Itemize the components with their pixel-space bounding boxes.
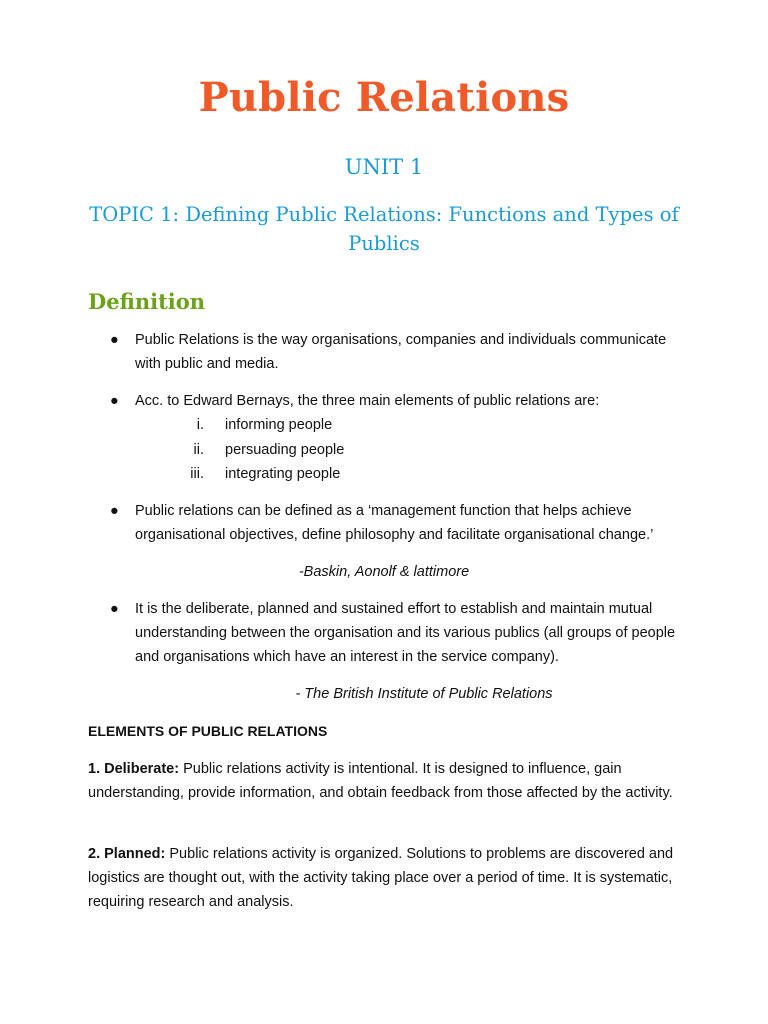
- list-item: [172, 438, 572, 463]
- list-item: [172, 413, 572, 438]
- list-item-label: informing people: [225, 417, 333, 433]
- bullet-dot: ●: [110, 393, 119, 409]
- page-title: Public Relations: [198, 74, 570, 121]
- definition-bullet-4: [110, 597, 680, 669]
- unit-heading: UNIT 1: [344, 155, 424, 179]
- bullet-text: Public relations can be defined as a ‘management function that helps achieve organisational objectives, define philosophy and facilitate organisational change.’: [135, 503, 654, 543]
- elements-heading: ELEMENTS OF PUBLIC RELATIONS: [88, 723, 328, 739]
- bullet-text: Acc. to Edward Bernays, the three main elements of public relations are:: [135, 393, 600, 409]
- bullet-text: Public Relations is the way organisations, companies and individuals communicate with public and media.: [135, 332, 667, 372]
- list-item: [172, 462, 572, 487]
- list-item-number: iii.: [190, 466, 204, 482]
- element-paragraph-planned: [88, 842, 678, 914]
- definition-heading: Definition: [88, 289, 206, 314]
- element-description: Public relations activity is organized. Solutions to problems are discovered and logistics are thought out, with the activity taking place over a period of time. It is systematic, requiring research and analysis.: [88, 846, 674, 910]
- bullet-dot: ●: [110, 503, 119, 519]
- definition-bullet-2: [110, 389, 680, 413]
- bullet-dot: ●: [110, 601, 119, 617]
- elements-list: [172, 413, 572, 487]
- list-item-label: persuading people: [225, 441, 345, 458]
- element-paragraph-deliberate: [88, 757, 678, 805]
- attribution-bipr: - The British Institute of Public Relations: [295, 686, 553, 702]
- element-term: 1. Deliberate:: [88, 761, 180, 777]
- list-item-label: integrating people: [225, 466, 341, 482]
- element-term: 2. Planned:: [88, 846, 166, 862]
- list-item-number: ii.: [193, 441, 204, 458]
- definition-bullet-3: [110, 499, 680, 547]
- list-item-number: i.: [196, 417, 204, 433]
- element-description: Public relations activity is intentional. It is designed to influence, gain understanding, provide information, and obtain feedback from those affected by the activity.: [88, 761, 673, 801]
- bullet-text: It is the deliberate, planned and sustained effort to establish and maintain mutual understanding between the organisation and its various publics (all groups of people and organisations which have an interest in the service company).: [135, 601, 676, 665]
- definition-bullet-1: [110, 328, 680, 376]
- bullet-dot: ●: [110, 332, 119, 348]
- topic-heading: TOPIC 1: Defining Public Relations: Functions and Types of Publics: [89, 203, 679, 255]
- attribution-baskin: -Baskin, Aonolf & lattimore: [298, 564, 470, 580]
